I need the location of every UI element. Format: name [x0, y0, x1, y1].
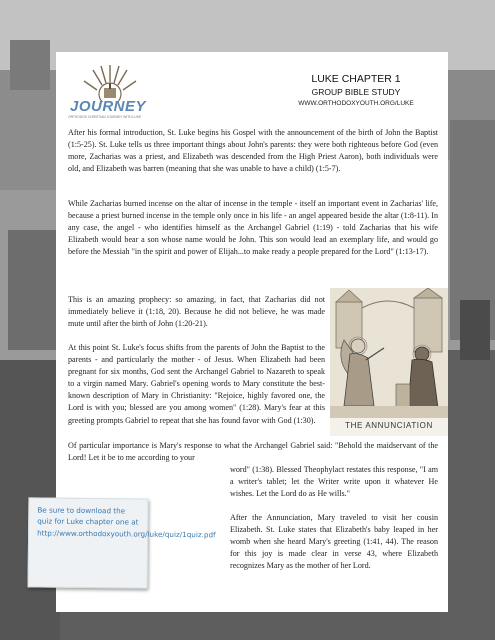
- paragraph-response: Of particular importance is Mary's response to what the Archangel Gabriel said: "Behold the maidservant of the Lord! Let it be to me according to your: [68, 441, 438, 463]
- logo-tagline: ORTHODOX CHRISTIAN JOURNEY WITH LUKE: [68, 115, 142, 119]
- sunburst-icon: [80, 62, 140, 102]
- logo-wordmark: JOURNEY: [70, 98, 147, 115]
- page-header: [276, 73, 436, 107]
- paragraph-prophecy: This is an amazing prophecy: so amazing, in fact, that Zacharias did not immediately believe it (1:18, 20). Because he did not believe, he was made mute until after the birth of John (1:20-21).: [68, 295, 325, 329]
- paragraph-intro: After his formal introduction, St. Luke begins his Gospel with the announcement of the birth of John the Baptist (1:5-25). St. Luke tells us three important things about John's parents: they were both righteous before God (even more, Zacharias was a priest, and Elizabeth was descended from the High Priest Aaron), both individuals were old, and Elizabeth was barren (meaning that she was unable to have a child) (1:5-7).: [68, 128, 438, 174]
- annunciation-icon-image: [330, 288, 448, 436]
- page-title: LUKE CHAPTER 1: [311, 73, 401, 85]
- quiz-sticky-note: [28, 497, 216, 588]
- quiz-note-text: Be sure to download the quiz for Luke chapter one at http://www.orthodoxyouth.org/luke/quiz/1quiz.pdf: [37, 505, 216, 539]
- paragraph-mary: At this point St. Luke's focus shifts from the parents of John the Baptist to the parents - and particularly the mother - of Jesus. When Elizabeth had been pregnant for six months, God sent the Archangel Gabriel to Nazareth to speak to a virgin named Mary. Gabriel's opening words to Mary constitute the best-known description of Mary in Christianity: "Rejoice, highly favored one, the Lord is with you; blessed are you among women" (1:28). Mary's fear at this greeting prompts Gabriel to repeat that she has found favor with God (1:30).: [68, 343, 325, 425]
- header-url: WWW.ORTHODOXYOUTH.ORG/LUKE: [298, 100, 414, 107]
- paragraph-theophylact: word" (1:38). Blessed Theophylact restates this response, "I am a writer's tablet; let the Writer write upon it whatever He wishes. Let the Lord do as He wills.": [230, 465, 438, 499]
- paragraph-visitation: After the Annunciation, Mary traveled to visit her cousin Elizabeth. St. Luke states that Elizabeth's baby leaped in her womb when she heard Mary's greeting (1:41, 44). The reason for this joy is made clear in verse 43, where Elizabeth recognizes Mary as the mother of her Lord.: [230, 513, 438, 571]
- journey-logo: [66, 62, 147, 119]
- paragraph-zacharias: While Zacharias burned incense on the altar of incense in the temple - itself an important event in Zacharias' life, because a priest burned incense in the temple only once in his life - an angel appeared beside the altar (1:8-11). In any case, the angel - who identifies himself as the Archangel Gabriel (1:19) - told Zacharias that his wife Elizabeth would bear a son whose name would be John. This son would lead an exemplary life, and would go before the Messiah "in the spirit and power of Elijah...to make ready a people prepared for the Lord" (1:13-17).: [68, 199, 438, 257]
- annunciation-painting: [330, 288, 448, 418]
- page-subtitle: GROUP BIBLE STUDY: [311, 87, 401, 97]
- icon-caption: THE ANNUNCIATION: [345, 421, 433, 430]
